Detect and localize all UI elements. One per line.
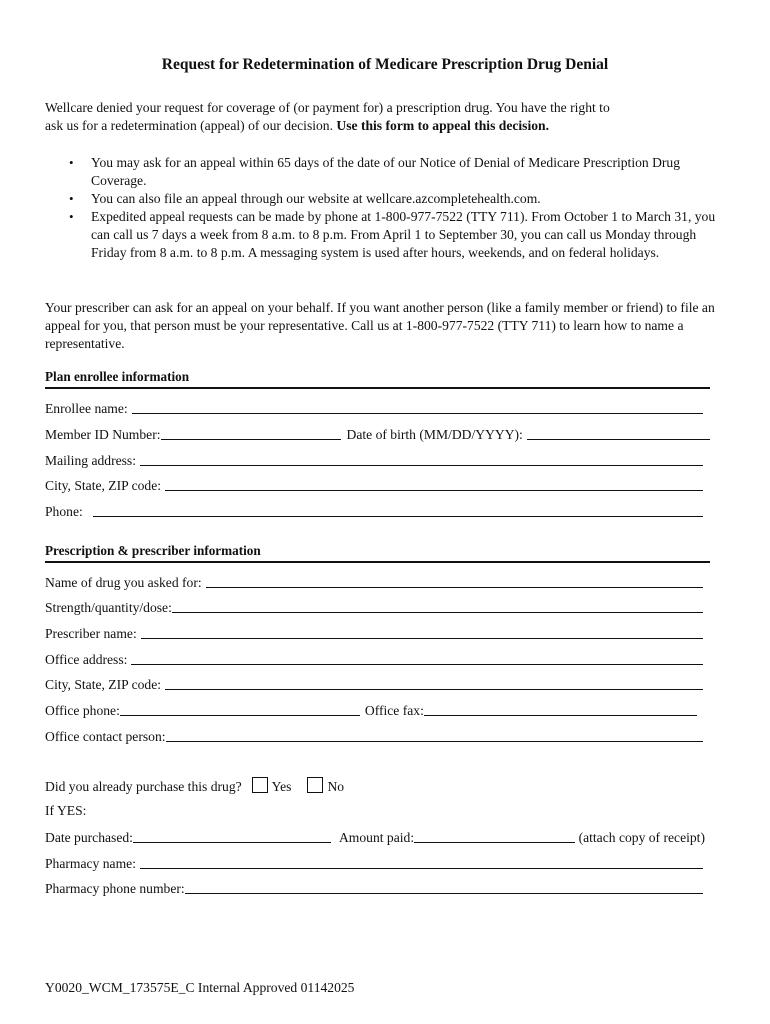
field-label: Office contact person: — [45, 729, 166, 744]
intro-emphasis: Use this form to appeal this decision. — [336, 118, 550, 133]
enrollee-name-input[interactable] — [132, 400, 703, 414]
enrollee-name-field[interactable] — [45, 399, 703, 417]
office-phone-input[interactable] — [120, 702, 360, 716]
purchase-date-amount-row — [45, 828, 705, 846]
office-address-input[interactable] — [131, 651, 703, 665]
enrollee-city-input[interactable] — [165, 477, 703, 491]
office-address-field[interactable] — [45, 650, 703, 668]
office-phone-fax-row — [45, 701, 697, 719]
prescriber-city-input[interactable] — [165, 676, 703, 690]
amount-paid-input[interactable] — [414, 829, 574, 843]
office-contact-field[interactable] — [45, 727, 703, 745]
strength-field[interactable] — [45, 598, 703, 616]
footer-code: Y0020_WCM_173575E_C Internal Approved 01142025 — [45, 980, 355, 995]
appeal-info-list — [45, 154, 725, 262]
member-id-dob-row — [45, 425, 710, 443]
field-label: Office address: — [45, 652, 128, 667]
intro-line1: Wellcare denied your request for coverage of (or payment for) a prescription drug. You have the right to — [45, 100, 610, 115]
purchase-question: Did you already purchase this drug? — [45, 779, 242, 794]
field-label: Pharmacy phone number: — [45, 881, 185, 896]
enrollee-phone-input[interactable] — [93, 503, 703, 517]
field-label: Office phone: — [45, 703, 120, 718]
field-label: Strength/quantity/dose: — [45, 600, 172, 615]
field-label: Pharmacy name: — [45, 856, 136, 871]
field-label: Amount paid: — [338, 830, 415, 845]
field-label: Date purchased: — [45, 830, 133, 845]
date-purchased-input[interactable] — [133, 829, 331, 843]
pharmacy-name-field[interactable] — [45, 854, 703, 872]
enrollee-city-field[interactable] — [45, 476, 703, 494]
field-label: Mailing address: — [45, 453, 136, 468]
field-label: City, State, ZIP code: — [45, 478, 162, 493]
intro-paragraph — [45, 99, 725, 135]
prescriber-name-input[interactable] — [141, 625, 703, 639]
drug-name-input[interactable] — [206, 574, 703, 588]
list-item: • Expedited appeal requests can be made by phone at 1-800-977-7522 (TTY 711). From October 1 to March 31, you can call us 7 days a week from 8 a.m. to 8 p.m. From April 1 to September 30, you can call us Monday through Friday from 8 a.m. to 8 p.m. A messaging system is used after hours, weekends, and on federal holidays. — [45, 208, 725, 262]
purchase-question-row — [45, 777, 344, 795]
office-contact-input[interactable] — [166, 728, 703, 742]
receipt-note: (attach copy of receipt) — [578, 830, 705, 845]
member-id-input[interactable] — [161, 426, 341, 440]
field-label: City, State, ZIP code: — [45, 677, 162, 692]
yes-label: Yes — [271, 779, 292, 794]
if-yes-label: If YES: — [45, 803, 87, 818]
field-label: Prescriber name: — [45, 626, 137, 641]
date-of-birth-input[interactable] — [527, 426, 710, 440]
field-label: Enrollee name: — [45, 401, 128, 416]
pharmacy-phone-input[interactable] — [185, 880, 703, 894]
intro-line2: ask us for a redetermination (appeal) of our decision. — [45, 118, 337, 133]
field-label: Office fax: — [364, 703, 424, 718]
strength-input[interactable] — [172, 599, 703, 613]
pharmacy-phone-field[interactable] — [45, 879, 703, 897]
field-label: Date of birth (MM/DD/YYYY): — [346, 427, 523, 442]
office-fax-input[interactable] — [424, 702, 697, 716]
mailing-address-input[interactable] — [140, 452, 703, 466]
no-checkbox[interactable] — [307, 777, 323, 793]
field-label: Member ID Number: — [45, 427, 161, 442]
no-label: No — [327, 779, 345, 794]
prescriber-city-field[interactable] — [45, 675, 703, 693]
page-title: Request for Redetermination of Medicare Prescription Drug Denial — [161, 56, 609, 73]
enrollee-section-heading: Plan enrollee information — [45, 369, 710, 389]
representative-paragraph: Your prescriber can ask for an appeal on your behalf. If you want another person (like a family member or friend) to file an appeal for you, that person must be your representative. Call us at 1-800-977-7522 (TTY 711) to learn how to name a representative. — [45, 300, 715, 351]
enrollee-phone-field[interactable] — [45, 502, 703, 520]
list-item: • You may ask for an appeal within 65 days of the date of our Notice of Denial of Medicare Prescription Drug Coverage. — [45, 154, 725, 190]
yes-checkbox[interactable] — [252, 777, 268, 793]
pharmacy-name-input[interactable] — [140, 855, 703, 869]
prescription-section-heading: Prescription & prescriber information — [45, 543, 710, 563]
mailing-address-field[interactable] — [45, 451, 703, 469]
field-label: Name of drug you asked for: — [45, 575, 202, 590]
prescriber-name-field[interactable] — [45, 624, 703, 642]
field-label: Phone: — [45, 504, 83, 519]
drug-name-field[interactable] — [45, 573, 703, 591]
list-item: • You can also file an appeal through our website at wellcare.azcompletehealth.com. — [45, 190, 725, 208]
